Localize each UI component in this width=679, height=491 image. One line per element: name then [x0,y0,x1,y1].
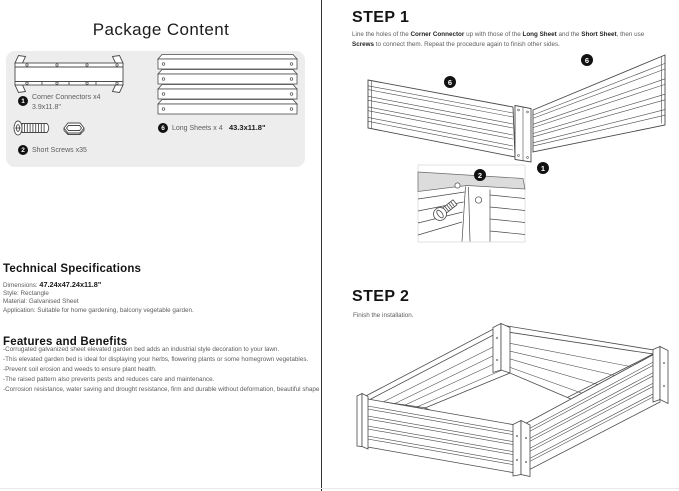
step1-text-bold: Screws [352,40,375,48]
spec-application: Application: Suitable for home gardening, balcony vegetable garden. [3,306,194,314]
label-corner-connector-icon: 1 [537,162,549,174]
label-screw-icon: 2 [474,169,486,181]
feature-bullet: -Corrosion resistance, water saving and drought resistance, firm and durable without deformation, beautiful shape [3,386,320,394]
step1-instructions [352,30,655,49]
screw-illustration [13,119,53,137]
page-bottom-rule [0,488,679,489]
features-list [3,345,319,395]
step1-inset [418,165,525,242]
corner-connector-illustration [13,54,125,94]
step1-text: up with those of the [464,31,523,38]
item-long-sheets-label: Long Sheets x 4 [172,125,223,132]
step1-text: and the [556,31,582,38]
item-short-screws-label: Short Screws x35 [32,147,87,154]
item-corner-connectors-size: 3.9x11.8" [32,104,61,111]
feature-bullet: -The raised pattern also prevents pests and reduces care and maintenance. [3,376,215,384]
item-corner-connectors-label: Corner Connectors x4 [32,94,101,101]
package-content-title: Package Content [92,20,230,39]
feature-bullet: -Corrugated galvanized sheet elevated garden bed adds an industrial style decoration to your lawn. [3,346,280,353]
step1-text-bold: Corner Connector [410,31,465,38]
badge-1-icon: 1 [18,96,28,106]
step1-diagram [344,48,679,248]
step1-title: STEP 1 [352,9,410,26]
badge-2-icon: 2 [18,145,28,155]
step1-text: to connect them. Repeat the procedure again to finish other sides. [374,40,560,48]
tech-specs-title: Technical Specifications [3,263,142,275]
spec-dimensions-value: 47.24x47.24x11.8" [39,280,102,289]
badge-6-icon: 6 [158,123,168,133]
spec-style: Style: Rectangle [3,290,49,297]
features-title: Features and Benefits [3,336,128,348]
step2-title: STEP 2 [352,288,410,305]
spec-dimensions [3,281,101,290]
step2-caption: Finish the installation. [353,312,414,319]
item-long-sheets-size: 43.3x11.8" [229,123,266,132]
label-long-sheet-right-icon: 6 [581,54,593,66]
step1-text-bold: Short Sheet [581,31,617,38]
step1-text: , then use [616,31,645,38]
long-sheets-illustration [156,54,299,120]
nut-illustration [61,120,87,136]
feature-bullet: -Prevent soil erosion and weeds to ensure plant health. [3,366,157,374]
step1-text-bold: Long Sheet [522,31,557,38]
spec-dimensions-label: Dimensions: [3,282,38,289]
column-divider [321,0,322,491]
label-long-sheet-left-icon: 6 [444,76,456,88]
feature-bullet: -This elevated garden bed is ideal for displaying your herbs, flowering plants or some homegrown vegetables. [3,356,309,364]
step1-text: Line the holes of the [352,31,411,38]
step2-diagram [345,318,679,490]
spec-material: Material: Galvanised Sheet [3,298,79,305]
